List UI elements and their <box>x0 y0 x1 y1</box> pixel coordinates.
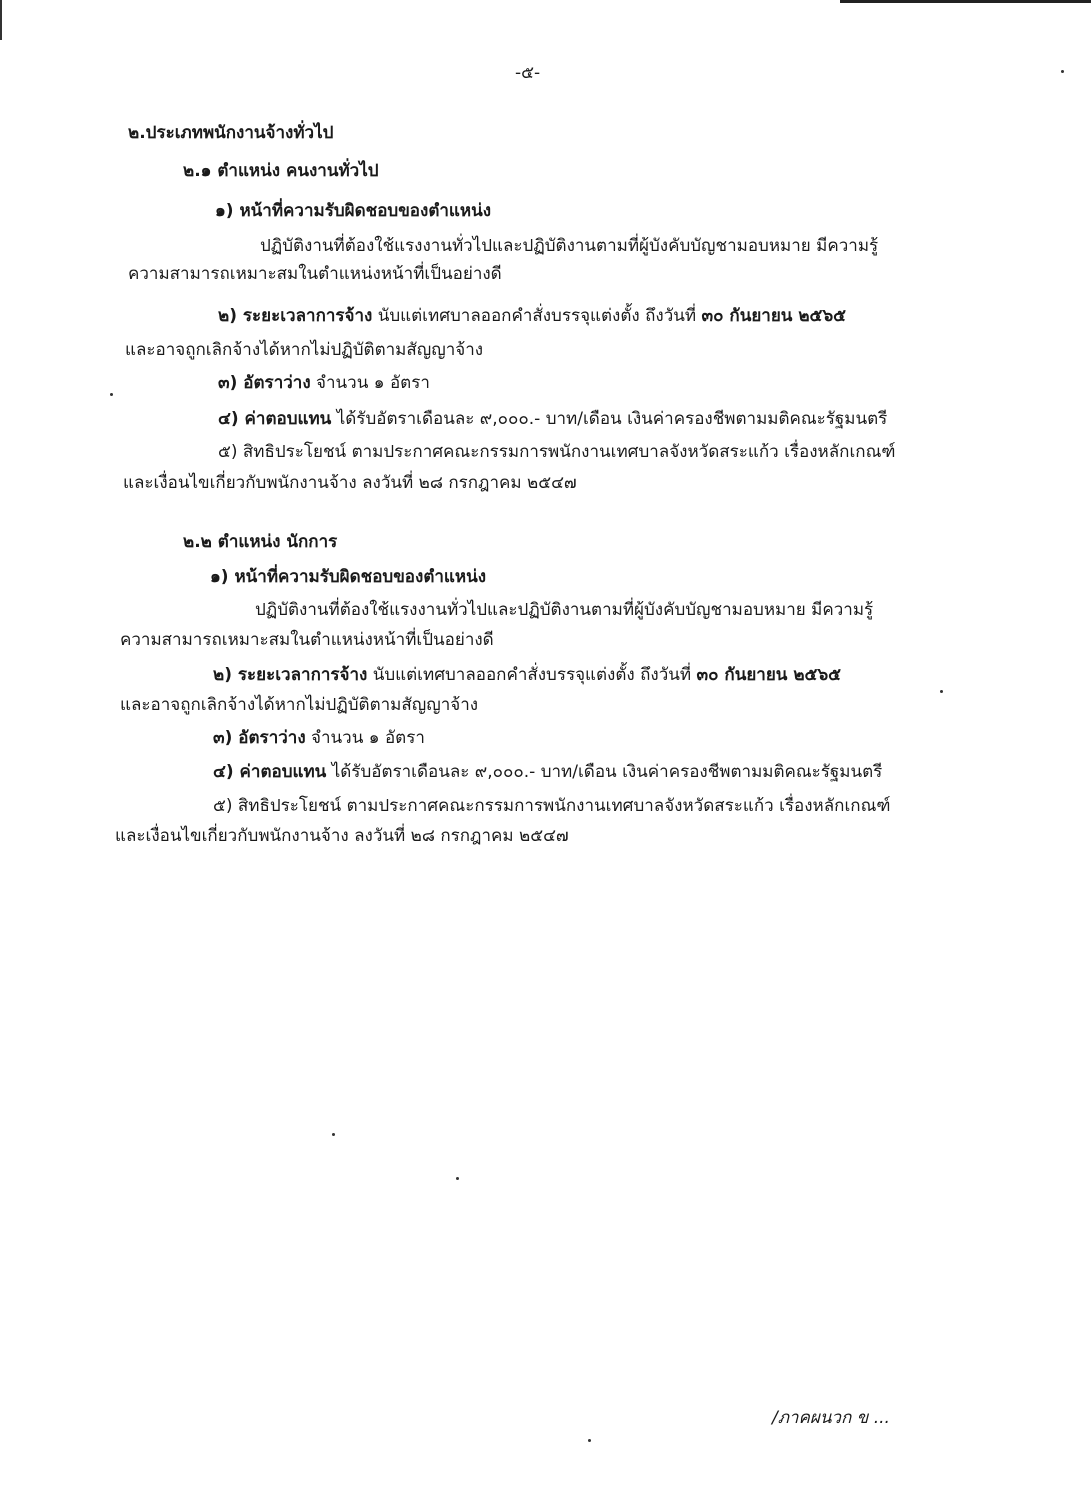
pay-label: ๔) ค่าตอบแทน <box>213 762 327 782</box>
scan-speck <box>940 690 943 693</box>
term-label: ๒) ระยะเวลาการจ้าง <box>218 306 373 326</box>
vacancy-label: ๓) อัตราว่าง <box>218 373 311 393</box>
pay-line <box>213 761 882 783</box>
position-name: คนงานทั่วไป <box>285 161 379 181</box>
position-name: นักการ <box>286 532 338 552</box>
pay-line <box>218 408 887 430</box>
term-text: นับแต่เทศบาลออกคำสั่งบรรจุแต่งตั้ง ถึงวันที่ <box>377 306 697 326</box>
benefit-line2: และเงื่อนไขเกี่ยวกับพนักงานจ้าง ลงวันที่ ๒๘ กรกฎาคม ๒๕๔๗ <box>115 826 569 846</box>
scan-speck <box>1061 70 1064 73</box>
benefit-line2: และเงื่อนไขเกี่ยวกับพนักงานจ้าง ลงวันที่ ๒๘ กรกฎาคม ๒๕๔๗ <box>123 473 577 493</box>
duty-text-line1: ปฏิบัติงานที่ต้องใช้แรงงานทั่วไปและปฏิบัติงานตามที่ผู้บังคับบัญชามอบหมาย มีความรู้ <box>255 600 874 620</box>
term-line2: และอาจถูกเลิกจ้างได้หากไม่ปฏิบัติตามสัญญาจ้าง <box>120 695 479 715</box>
vacancy-text: จำนวน ๑ อัตรา <box>311 728 425 748</box>
scan-speck <box>110 393 113 396</box>
scan-speck <box>588 1439 591 1442</box>
term-line <box>218 305 846 327</box>
footer-continuation: /ภาคผนวก ข ... <box>772 1408 890 1428</box>
vacancy-line <box>218 372 430 394</box>
duty-heading: ๑) หน้าที่ความรับผิดชอบของตำแหน่ง <box>210 567 486 587</box>
pay-label: ๔) ค่าตอบแทน <box>218 409 332 429</box>
term-date: ๓๐ กันยายน ๒๕๖๕ <box>696 665 842 685</box>
pay-text: ได้รับอัตราเดือนละ ๙,๐๐๐.- บาท/เดือน เงินค่าครองชีพตามมติคณะรัฐมนตรี <box>331 762 883 782</box>
position-number: ๒.๒ <box>183 532 212 552</box>
position-label: ตำแหน่ง <box>217 161 281 181</box>
position-label: ตำแหน่ง <box>217 532 281 552</box>
vacancy-line <box>213 727 425 749</box>
benefit-label: ๕) สิทธิประโยชน์ <box>213 796 342 816</box>
duty-heading: ๑) หน้าที่ความรับผิดชอบของตำแหน่ง <box>215 201 491 221</box>
pay-text: ได้รับอัตราเดือนละ ๙,๐๐๐.- บาท/เดือน เงินค่าครองชีพตามมติคณะรัฐมนตรี <box>336 409 888 429</box>
duty-text-line2: ความสามารถเหมาะสมในตำแหน่งหน้าที่เป็นอย่างดี <box>128 264 502 284</box>
vacancy-text: จำนวน ๑ อัตรา <box>316 373 430 393</box>
scan-speck <box>332 1133 335 1136</box>
term-label: ๒) ระยะเวลาการจ้าง <box>213 665 368 685</box>
benefit-line <box>218 441 895 463</box>
vacancy-label: ๓) อัตราว่าง <box>213 728 306 748</box>
section-heading: ๒.ประเภทพนักงานจ้างทั่วไป <box>128 123 334 143</box>
position-title <box>183 531 337 553</box>
term-line <box>213 664 841 686</box>
benefit-text: ตามประกาศคณะกรรมการพนักงานเทศบาลจังหวัดสระแก้ว เรื่องหลักเกณฑ์ <box>351 442 896 462</box>
benefit-line <box>213 795 890 817</box>
term-date: ๓๐ กันยายน ๒๕๖๕ <box>701 306 847 326</box>
page-number: -๕- <box>515 63 541 83</box>
benefit-label: ๕) สิทธิประโยชน์ <box>218 442 347 462</box>
term-text: นับแต่เทศบาลออกคำสั่งบรรจุแต่งตั้ง ถึงวันที่ <box>372 665 692 685</box>
scan-edge-left <box>0 0 2 40</box>
term-line2: และอาจถูกเลิกจ้างได้หากไม่ปฏิบัติตามสัญญาจ้าง <box>125 340 484 360</box>
benefit-text: ตามประกาศคณะกรรมการพนักงานเทศบาลจังหวัดสระแก้ว เรื่องหลักเกณฑ์ <box>346 796 891 816</box>
duty-text-line2: ความสามารถเหมาะสมในตำแหน่งหน้าที่เป็นอย่างดี <box>120 630 494 650</box>
duty-text-line1: ปฏิบัติงานที่ต้องใช้แรงงานทั่วไปและปฏิบัติงานตามที่ผู้บังคับบัญชามอบหมาย มีความรู้ <box>260 236 879 256</box>
scan-edge-top <box>840 0 1091 3</box>
position-title <box>183 160 379 182</box>
scan-speck <box>456 1177 459 1180</box>
position-number: ๒.๑ <box>183 161 212 181</box>
